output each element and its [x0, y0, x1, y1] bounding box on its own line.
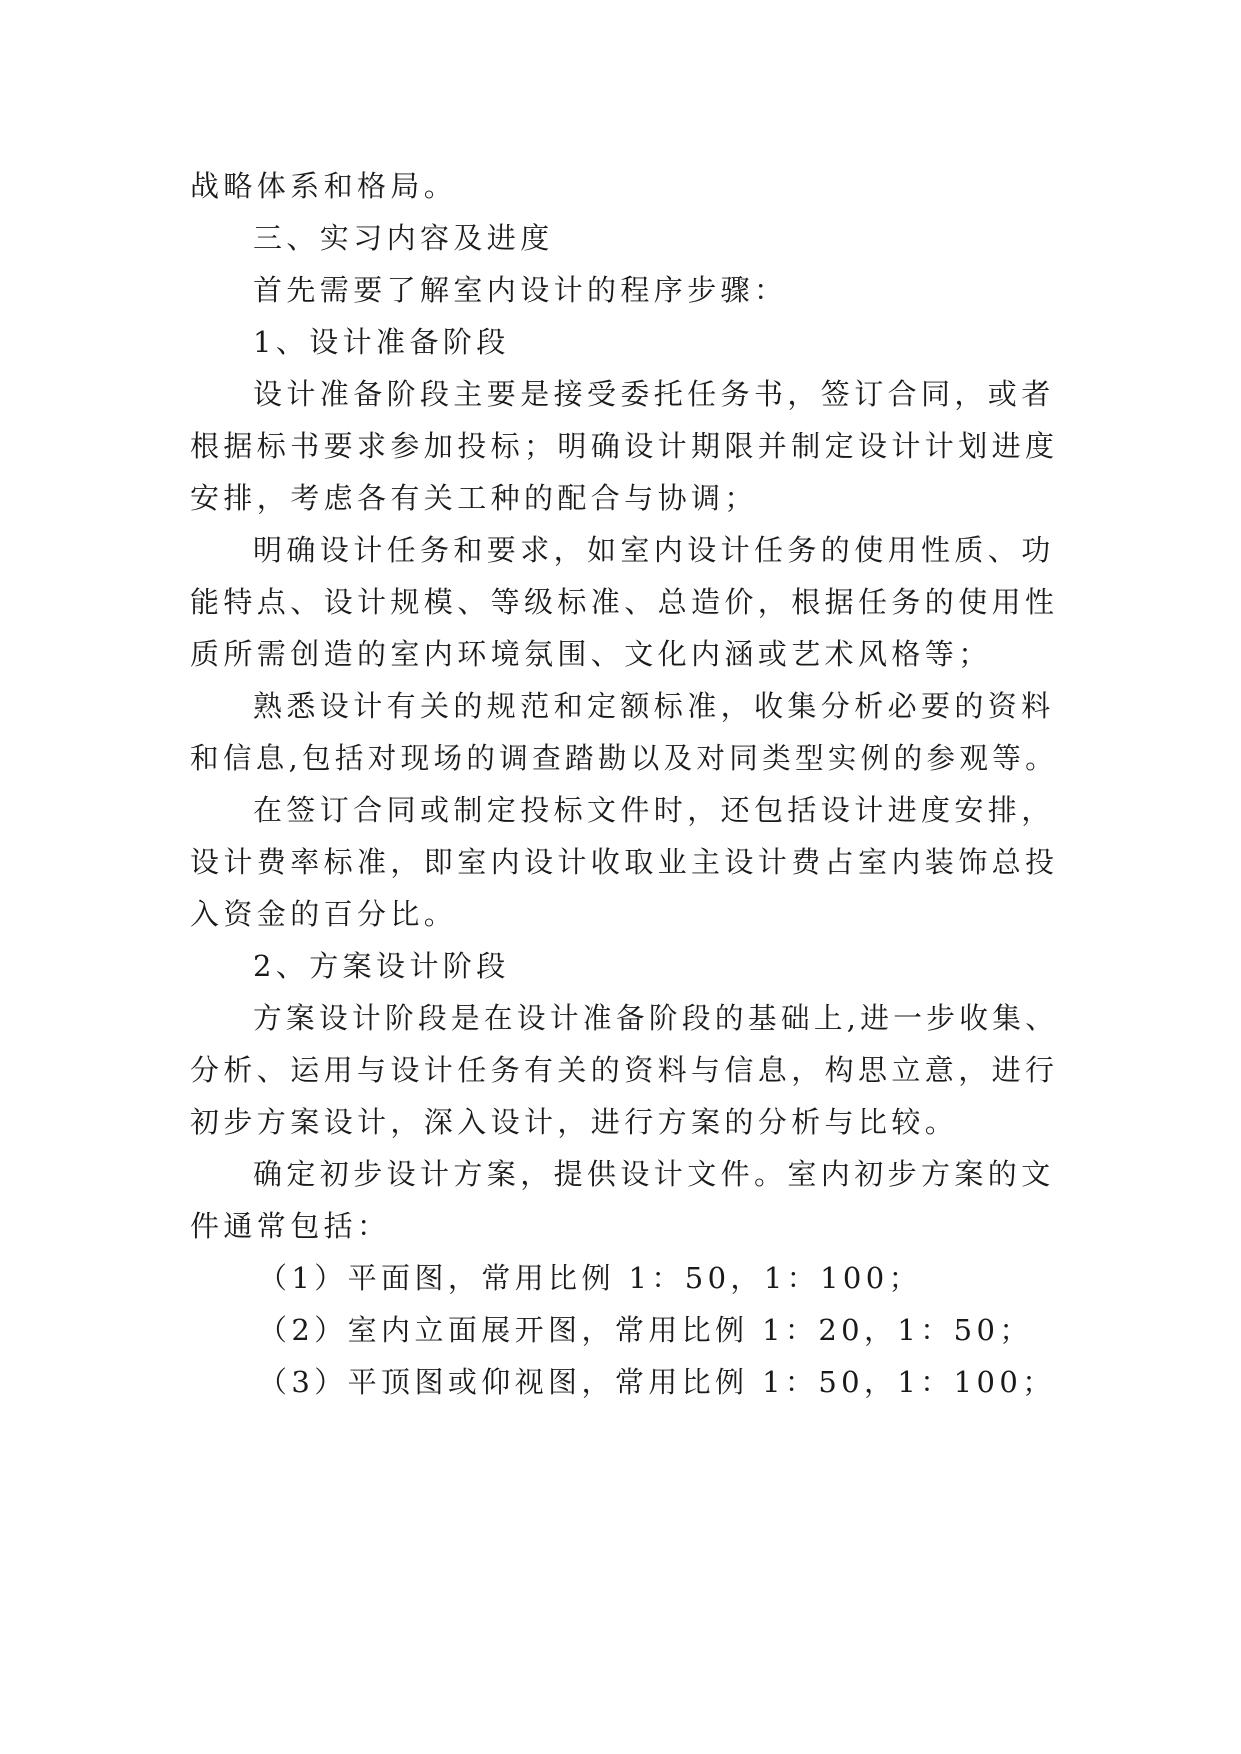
paragraph-line: 分析、运用与设计任务有关的资料与信息，构思立意，进行 [190, 1053, 1059, 1087]
subsection-heading: 1、设计准备阶段 [253, 325, 510, 359]
paragraph-line: 根据标书要求参加投标；明确设计期限并制定设计计划进度 [190, 429, 1059, 463]
paragraph-line: 初步方案设计，深入设计，进行方案的分析与比较。 [190, 1105, 959, 1139]
list-item: （3）平顶图或仰视图，常用比例 1：50，1：100； [258, 1365, 1056, 1399]
paragraph-line: 能特点、设计规模、等级标准、总造价，根据任务的使用性 [190, 585, 1059, 619]
paragraph-line: 明确设计任务和要求，如室内设计任务的使用性质、功 [253, 533, 1055, 567]
paragraph-line: 入资金的百分比。 [190, 897, 458, 931]
paragraph-line: 和信息,包括对现场的调查踏勘以及对同类型实例的参观等。 [190, 741, 1059, 775]
paragraph-line: 确定初步设计方案，提供设计文件。室内初步方案的文 [253, 1157, 1055, 1191]
paragraph-line: 在签订合同或制定投标文件时，还包括设计进度安排， [253, 793, 1055, 827]
section-heading: 三、实习内容及进度 [253, 221, 554, 255]
paragraph-line: 熟悉设计有关的规范和定额标准，收集分析必要的资料 [253, 689, 1055, 723]
paragraph-line: 安排，考虑各有关工种的配合与协调； [190, 481, 758, 515]
subsection-heading: 2、方案设计阶段 [253, 949, 510, 983]
paragraph-line: 首先需要了解室内设计的程序步骤： [253, 273, 788, 307]
list-item: （1）平面图，常用比例 1：50，1：100； [258, 1261, 923, 1295]
paragraph-line: 战略体系和格局。 [190, 169, 458, 203]
list-item: （2）室内立面展开图，常用比例 1：20，1：50； [258, 1313, 1033, 1347]
paragraph-line: 设计准备阶段主要是接受委托任务书，签订合同，或者 [253, 377, 1055, 411]
paragraph-line: 方案设计阶段是在设计准备阶段的基础上,进一步收集、 [253, 1001, 1059, 1035]
paragraph-line: 设计费率标准，即室内设计收取业主设计费占室内装饰总投 [190, 845, 1059, 879]
paragraph-line: 件通常包括： [190, 1209, 391, 1243]
paragraph-line: 质所需创造的室内环境氛围、文化内涵或艺术风格等； [190, 637, 992, 671]
